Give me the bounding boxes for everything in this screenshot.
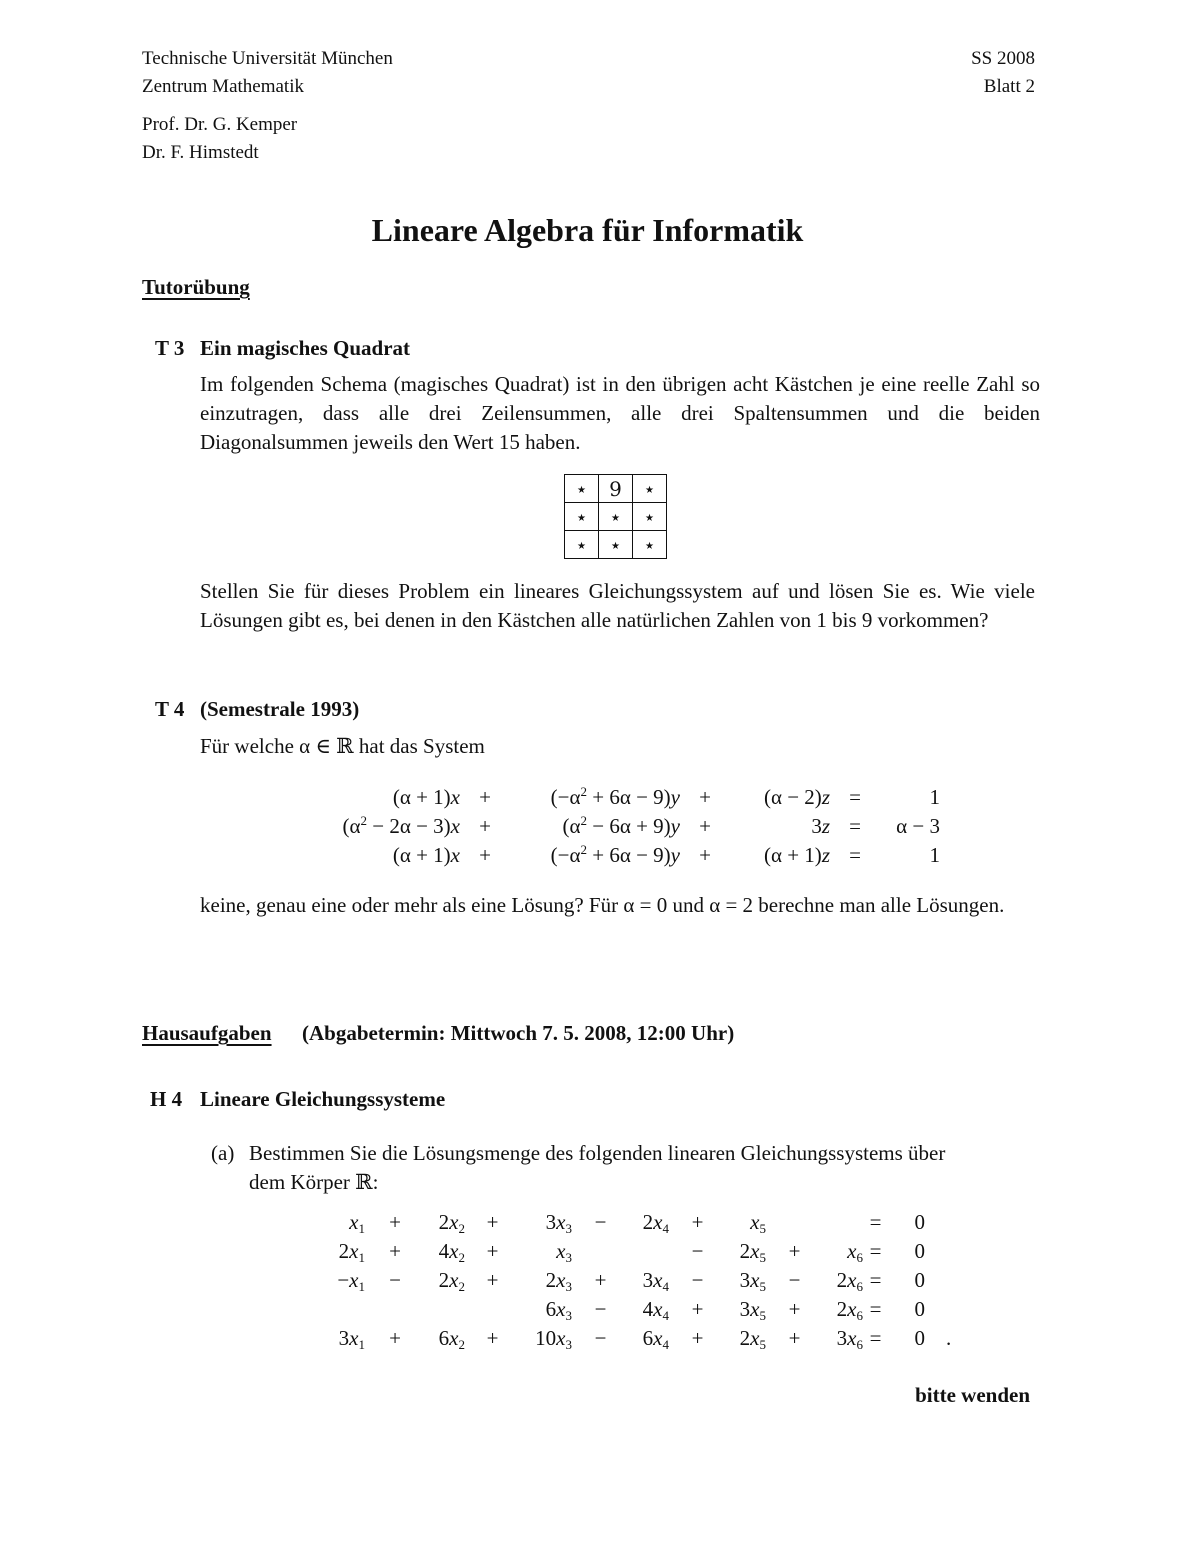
author-professor: Prof. Dr. G. Kemper [142, 114, 298, 135]
university-name: Technische Universität München [142, 48, 393, 69]
equation-row: (α + 1)x + $(-\alpha^2 + 6\alpha - 9)y$ + (α − 2)z = 1 [392, 784, 940, 809]
equation-row: $-x_1$ − $2x_2$ + $2x_3$ + $3x_4$ − $3x_5$ − $2x_6$ = 0 [337, 1268, 925, 1294]
semester-label: SS 2008 [971, 48, 1035, 69]
part-a-label: (a) [211, 1141, 235, 1165]
equation-row: $6x_3$ − $4x_4$ + $3x_5$ + $2x_6$ = 0 [545, 1297, 925, 1323]
magic-square-grid [564, 474, 667, 559]
grid-cell: ⋆ [599, 531, 633, 559]
grid-cell: ⋆ [599, 503, 633, 531]
t4-equation-system [310, 783, 940, 870]
equation-row: $(\alpha^2 - 2\alpha - 3)x$ + $(\alpha^2 - 6\alpha + 9)y$ + 3z = α − 3 [342, 813, 940, 838]
author-doctor: Dr. F. Himstedt [142, 142, 259, 163]
grid-cell: ⋆ [565, 503, 599, 531]
equation-row: $3x_1$ + $6x_2$ + $10x_3$ − $6x_4$ + $2x_5$ + $3x_6$ = 0 . [338, 1326, 952, 1352]
grid-cell: ⋆ [565, 475, 599, 503]
task-t4-number: T 4 [155, 697, 185, 721]
homework-heading: Hausaufgaben [142, 1021, 272, 1045]
turn-over-note: bitte wenden [915, 1383, 1030, 1407]
task-t4-intro: Für welche α ∈ ℝ hat das System [200, 734, 485, 758]
task-h4-title: Lineare Gleichungssysteme [200, 1087, 446, 1111]
part-a-line1: Bestimmen Sie die Lösungsmenge des folgenden linearen Gleichungssystems über [249, 1141, 946, 1165]
task-t3-number: T 3 [155, 336, 185, 360]
grid-cell: 9 [599, 475, 633, 503]
department-name: Zentrum Mathematik [142, 76, 304, 97]
h4-equation-system [320, 1208, 965, 1353]
task-t3-intro: Im folgenden Schema (magisches Quadrat) ist in den übrigen acht Kästchen je eine reelle Zahl so einzutragen, dass alle drei Zeilensummen, alle drei Spaltensummen und die beiden Diagonalsummen jeweils den Wert 15 haben. [200, 372, 1040, 454]
task-t4-question: keine, genau eine oder mehr als eine Lösung? Für α = 0 und α = 2 berechne man alle Lösungen. [200, 893, 1005, 917]
sheet-number: Blatt 2 [983, 76, 1035, 97]
task-h4-number: H 4 [150, 1087, 183, 1111]
equation-row: $x_1$ + $2x_2$ + $3x_3$ − $2x_4$ + $x_5$ = 0 [349, 1210, 925, 1236]
grid-cell: ⋆ [565, 531, 599, 559]
grid-cell: ⋆ [633, 531, 667, 559]
equation-row: $2x_1$ + $4x_2$ + $x_3$ − $2x_5$ + $x_6$ = 0 [338, 1239, 925, 1265]
grid-cell: ⋆ [633, 475, 667, 503]
task-t3-title: Ein magisches Quadrat [200, 336, 411, 360]
equation-row: (α + 1)x + $(-\alpha^2 + 6\alpha - 9)y$ + (α + 1)z = 1 [392, 842, 940, 867]
task-t4-title: (Semestrale 1993) [200, 697, 360, 721]
tutorial-heading: Tutorübung [142, 275, 250, 299]
task-t3-question: Stellen Sie für dieses Problem ein lineares Gleichungssystem auf und lösen Sie es. Wie viele Lösungen gibt es, bei denen in den Kästchen alle natürlichen Zahlen von 1 bis 9 vorkommen? [200, 579, 1035, 632]
homework-deadline: (Abgabetermin: Mittwoch 7. 5. 2008, 12:00 Uhr) [302, 1021, 735, 1045]
page-title: Lineare Algebra für Informatik [371, 212, 804, 248]
part-a-line2: dem Körper ℝ: [249, 1170, 379, 1194]
grid-cell: ⋆ [633, 503, 667, 531]
